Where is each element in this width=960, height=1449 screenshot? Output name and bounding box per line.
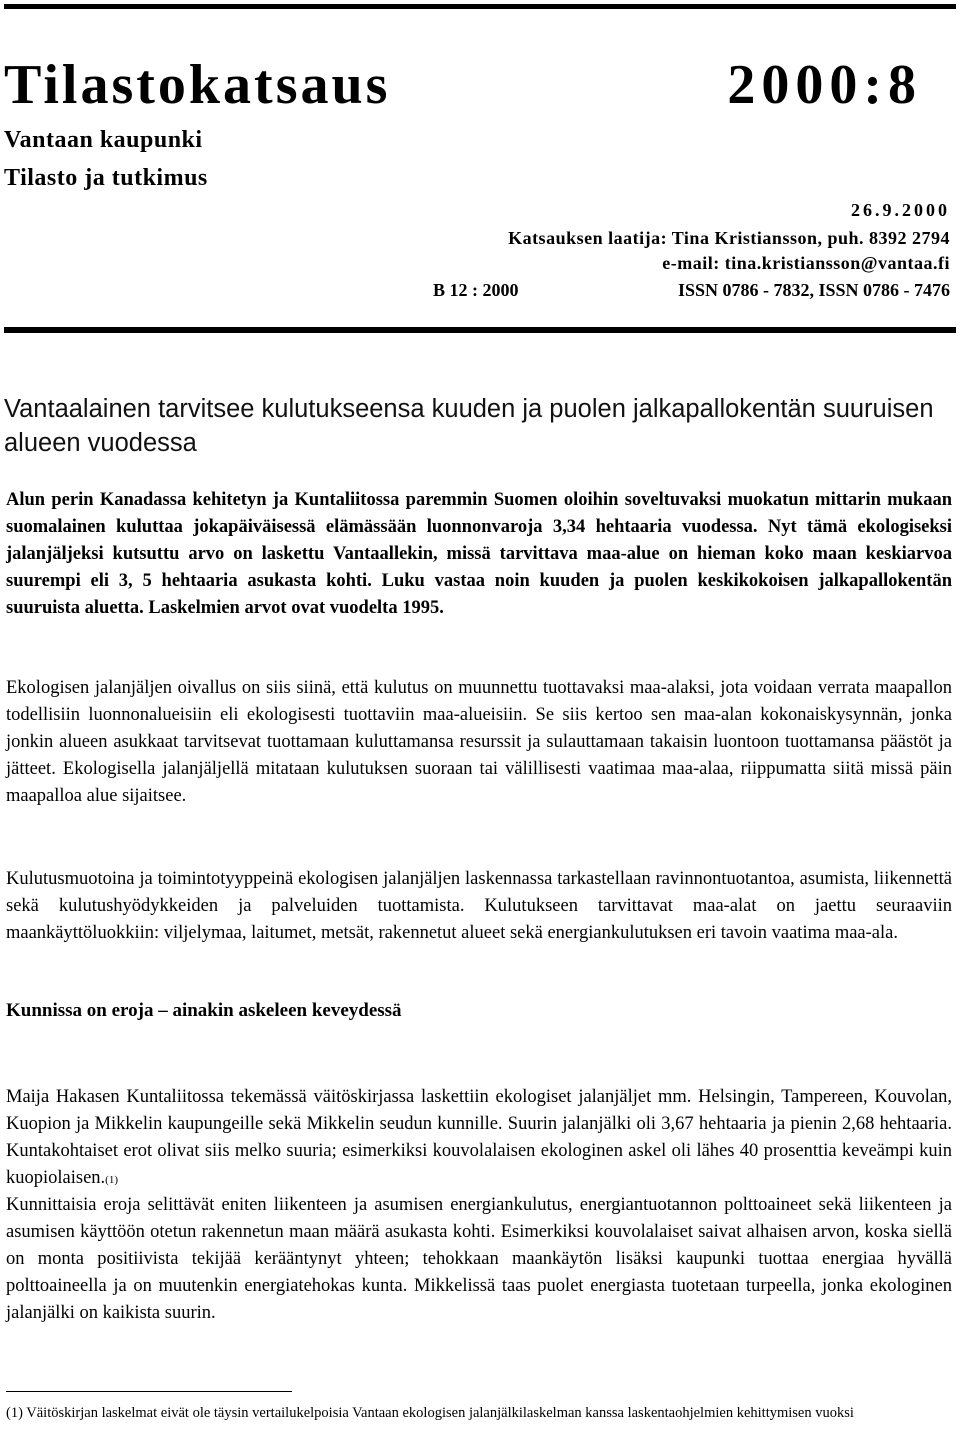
top-rule [4, 4, 956, 9]
issue-number: 2000:8 [727, 54, 922, 116]
section-heading: Kunnissa on eroja – ainakin askeleen keveydessä [6, 1000, 402, 1021]
lead-paragraph: Alun perin Kanadassa kehitetyn ja Kuntaliitossa paremmin Suomen oloihin soveltuvaksi muokatun mittarin mukaan suomalainen kuluttaa jokapäiväisessä elämässään luonnonvaroja 3,34 hehtaaria vuodessa. Nyt tämä ekologiseksi jalanjäljeksi kutsuttu arvo on laskettu Vantaallekin, missä tarvittava maa-alue on hieman koko maan keskiarvoa suurempi eli 3, 5 hehtaaria asukasta kohti. Luku vastaa noin kuuden ja puolen keskikokoisen jalkapallokentän suuruista aluetta. Laskelmien arvot ovat vuodelta 1995. [6, 490, 952, 618]
footnote: (1) Väitöskirjan laskelmat eivät ole täysin vertailukelpoisia Vantaan ekologisen jalanjälkilaskelman kanssa laskentaohjelmien kehittymisen vuoksi [6, 1405, 854, 1421]
series-code: B 12 : 2000 [433, 280, 519, 300]
masthead [4, 50, 922, 120]
header-divider [4, 327, 956, 333]
footnote-reference: (1) [105, 1174, 118, 1186]
publication-date: 26.9.2000 [851, 200, 950, 220]
author-line: Katsauksen laatija: Tina Kristiansson, puh. 8392 2794 [508, 228, 950, 248]
issn-line: ISSN 0786 - 7832, ISSN 0786 - 7476 [677, 280, 950, 300]
department-name: Tilasto ja tutkimus [4, 165, 208, 191]
organization-name: Vantaan kaupunki [4, 127, 203, 153]
footnote-divider [6, 1391, 292, 1392]
body-paragraph-1: Ekologisen jalanjäljen oivallus on siis siinä, että kulutus on muunnettu tuottavaksi maa-alaksi, jota voidaan verrata maapallon todellisiin luonnonalueisiin eli ekologisesti tuottaviin maa-alueisiin. Se siis kertoo sen maa-alan kokonaiskysynnän, jonka jonkin alueen asukkaat tarvitsevat tuottamaan kuluttamansa resurssit ja sulauttamaan takaisin luontoon tuottamansa päästöt ja jätteet. Ekologisella jalanjäljellä mitataan kulutuksen suoraan tai välillisesti vaatimaa maa-alaa, riippumatta siitä missä päin maapalloa alue sijaitsee. [6, 678, 952, 806]
body-paragraph-3-text: Maija Hakasen Kuntaliitossa tekemässä väitöskirjassa laskettiin ekologiset jalanjäljet mm. Helsingin, Tampereen, Kouvolan, Kuopion ja Mikkelin kaupungeille sekä Mikkelin seudun kunnille. Suurin jalanjälki oli 3,67 hehtaaria ja pienin 2,68 hehtaaria. Kuntakohtaiset erot olivat siis melko suuria; esimerkiksi kouvolalaisen ekologinen askel oli lähes 40 prosenttia keveämpi kuin kuopiolaisen. [6, 1087, 952, 1188]
publication-title: Tilastokatsaus [4, 54, 391, 116]
body-paragraph-2: Kulutusmuotoina ja toimintotyyppeinä ekologisen jalanjäljen laskennassa tarkastellaan ravinnontuotantoa, asumista, liikennettä sekä kulutushyödykkeiden ja palveluiden tuottamista. Kulutukseen tarvittavat maa-alat on jaettu seuraaviin maankäyttöluokkiin: viljelymaa, laitumet, metsät, rakennetut alueet sekä energiankulutuksen eri tavoin vaatima maa-ala. [6, 869, 952, 943]
author-email: e-mail: tina.kristiansson@vantaa.fi [662, 253, 950, 273]
body-paragraph-3 [6, 1084, 952, 1194]
article-headline: Vantaalainen tarvitsee kulutukseensa kuuden ja puolen jalkapallokentän suuruisen alueen vuodessa [4, 395, 934, 457]
body-paragraph-4: Kunnittaisia eroja selittävät eniten liikenteen ja asumisen energiankulutus, energiantuotannon polttoaineet sekä liikenteen ja asumisen käyttöön otetun rakennetun maan määrä asukasta kohti. Esimerkiksi kouvolalaiset saivat alhaisen arvon, koska siellä on monta positiivista tekijää kerääntynyt yhteen; tehokkaan maankäytön lisäksi kaupunki tuottaa energiaa hyvällä polttoaineella ja on muutenkin energiatehokas kunta. Mikkelissä taas puolet energiasta tuotetaan turpeella, jonka ekologinen jalanjälki on kaikista suurin. [6, 1195, 952, 1323]
